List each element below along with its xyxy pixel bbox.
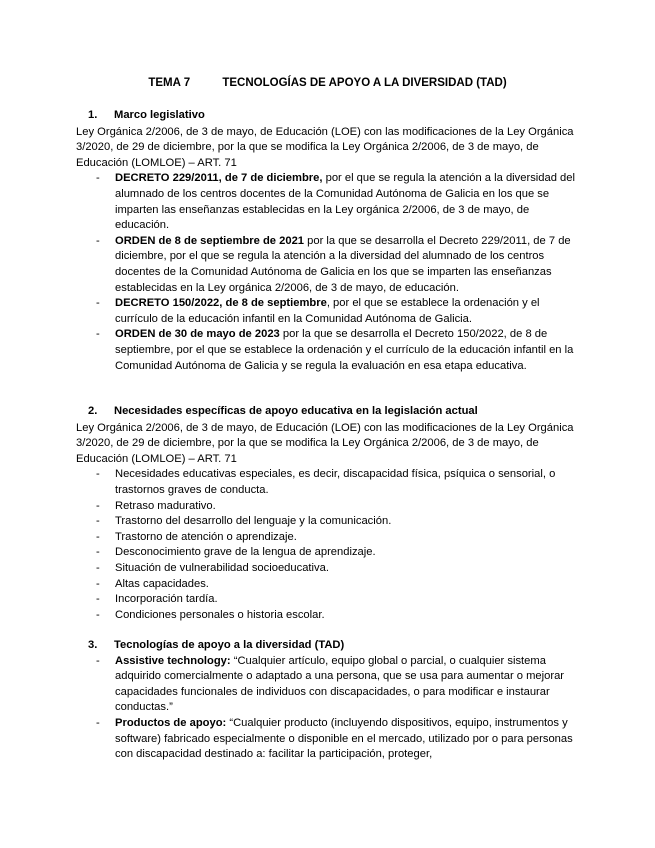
list-item bbox=[76, 608, 576, 624]
list-item bbox=[76, 499, 576, 515]
list-item-text: Retraso madurativo. bbox=[115, 499, 216, 512]
section-number: 2. bbox=[88, 405, 98, 417]
list-item-text: Condiciones personales o historia escolar. bbox=[115, 608, 325, 621]
list-dash-bullet: - bbox=[96, 593, 100, 606]
list-item bbox=[76, 234, 576, 296]
list-item bbox=[76, 577, 576, 593]
list-item bbox=[76, 171, 576, 233]
list-dash-bullet: - bbox=[96, 654, 100, 667]
list-dash-bullet: - bbox=[96, 499, 100, 512]
list-item-text: Incorporación tardía. bbox=[115, 593, 218, 606]
list-dash-bullet: - bbox=[96, 515, 100, 528]
list-item-bold-lead: DECRETO 229/2011, de 7 de diciembre, bbox=[115, 172, 323, 185]
list-dash-bullet: - bbox=[96, 234, 100, 247]
section-marco-legislativo bbox=[76, 108, 576, 374]
list-item-bold-lead: ORDEN de 30 de mayo de 2023 bbox=[115, 328, 280, 341]
section-title: Marco legislativo bbox=[114, 109, 205, 121]
list-item-bold-lead: Productos de apoyo: bbox=[115, 716, 227, 729]
list-item-text: Altas capacidades. bbox=[115, 577, 209, 590]
list-item bbox=[76, 296, 576, 327]
list-item-text: Necesidades educativas especiales, es decir, discapacidad física, psíquica o sensorial, o trastornos graves de conducta. bbox=[115, 468, 556, 496]
list-dash-bullet: - bbox=[96, 297, 100, 310]
list-item-text: “Cualquier producto (incluyendo dispositivos, equipo, instrumentos y software) fabricado especialmente o disponible en el mercado, utilizado por o para personas con discapacidad destinado a: facilitar la participación, proteger, bbox=[115, 716, 573, 761]
list-item-text: por la que se desarrolla el Decreto 150/2022, de 8 de septiembre, por el que se establece la ordenación y el currículo de la educación infantil en la Comunidad Autónoma de Galicia y se regula la evaluación en esa etapa educativa. bbox=[115, 328, 574, 372]
title-text: TECNOLOGÍAS DE APOYO A LA DIVERSIDAD (TAD) bbox=[222, 77, 507, 89]
list-item bbox=[76, 654, 576, 716]
list-dash-bullet: - bbox=[96, 546, 100, 559]
list-item-text: por la que se desarrolla el Decreto 229/2011, de 7 de diciembre, por el que se regula la atención a la diversidad del alumnado de los centros docentes de la Comunidad Autónoma de Galicia en los que se imparten las enseñanzas establecidas en la Ley orgánica 2/2006, de 3 de mayo, de educación. bbox=[115, 234, 571, 294]
title-number: TEMA 7 bbox=[148, 77, 191, 89]
section-title: Tecnologías de apoyo a la diversidad (TAD) bbox=[114, 639, 345, 651]
section-heading bbox=[76, 404, 576, 420]
list-item bbox=[76, 327, 576, 374]
list-item bbox=[76, 467, 576, 498]
list-dash-bullet: - bbox=[96, 716, 100, 729]
list-dash-bullet: - bbox=[96, 608, 100, 621]
section-number: 3. bbox=[88, 639, 98, 651]
list-item-text: , por el que se establece la ordenación y el currículo de la educación infantil en la Comunidad Autónoma de Galicia. bbox=[115, 297, 540, 325]
list-dash-bullet: - bbox=[96, 561, 100, 574]
list-item bbox=[76, 530, 576, 546]
list-dash-bullet: - bbox=[96, 328, 100, 341]
list-dash-bullet: - bbox=[96, 172, 100, 185]
list-item-bold-lead: DECRETO 150/2022, de 8 de septiembre bbox=[115, 297, 327, 310]
section-list bbox=[76, 467, 576, 623]
list-item bbox=[76, 545, 576, 561]
list-item-text: Situación de vulnerabilidad socioeducativa. bbox=[115, 561, 329, 574]
list-item-text: “Cualquier artículo, equipo global o parcial, o cualquier sistema adquirido comercialmente o adaptado a una persona, que se usa para aumentar o mejorar capacidades funcionales de individuos con discapacidades, o para modificar e instaurar conductas.” bbox=[115, 654, 565, 714]
list-item bbox=[76, 514, 576, 530]
list-item bbox=[76, 592, 576, 608]
list-item-text: Desconocimiento grave de la lengua de aprendizaje. bbox=[115, 546, 376, 559]
section-heading bbox=[76, 108, 576, 124]
list-item-text: Trastorno del desarrollo del lenguaje y la comunicación. bbox=[115, 515, 392, 528]
section-intro-paragraph: Ley Orgánica 2/2006, de 3 de mayo, de Educación (LOE) con las modificaciones de la Ley Orgánica 3/2020, de 29 de diciembre, por la que se modifica la Ley Orgánica 2/2006, de 3 de mayo, de Educación (LOMLOE) – ART. 71 bbox=[76, 125, 574, 169]
section-title: Necesidades específicas de apoyo educativa en la legislación actual bbox=[114, 405, 478, 417]
section-necesidades-especificas bbox=[76, 404, 576, 623]
document-title bbox=[0, 76, 655, 92]
section-list bbox=[76, 171, 576, 374]
section-number: 1. bbox=[88, 109, 98, 121]
list-dash-bullet: - bbox=[96, 468, 100, 481]
list-item-bold-lead: ORDEN de 8 de septiembre de 2021 bbox=[115, 234, 305, 247]
section-heading bbox=[76, 638, 576, 654]
list-item-text: Trastorno de atención o aprendizaje. bbox=[115, 530, 297, 543]
section-tecnologias-apoyo bbox=[76, 638, 576, 763]
list-item-bold-lead: Assistive technology: bbox=[115, 654, 231, 667]
list-item bbox=[76, 716, 576, 763]
list-dash-bullet: - bbox=[96, 530, 100, 543]
list-item bbox=[76, 561, 576, 577]
section-intro-paragraph: Ley Orgánica 2/2006, de 3 de mayo, de Educación (LOE) con las modificaciones de la Ley Orgánica 3/2020, de 29 de diciembre, por la que se modifica la Ley Orgánica 2/2006, de 3 de mayo, de Educación (LOMLOE) – ART. 71 bbox=[76, 421, 574, 465]
list-dash-bullet: - bbox=[96, 577, 100, 590]
section-list bbox=[76, 654, 576, 763]
list-item-text: por el que se regula la atención a la diversidad del alumnado de los centros docentes de la Comunidad Autónoma de Galicia en los que se imparten las enseñanzas establecidas en la Ley orgánica 2/2006, de 3 de mayo, de educación. bbox=[115, 172, 575, 232]
